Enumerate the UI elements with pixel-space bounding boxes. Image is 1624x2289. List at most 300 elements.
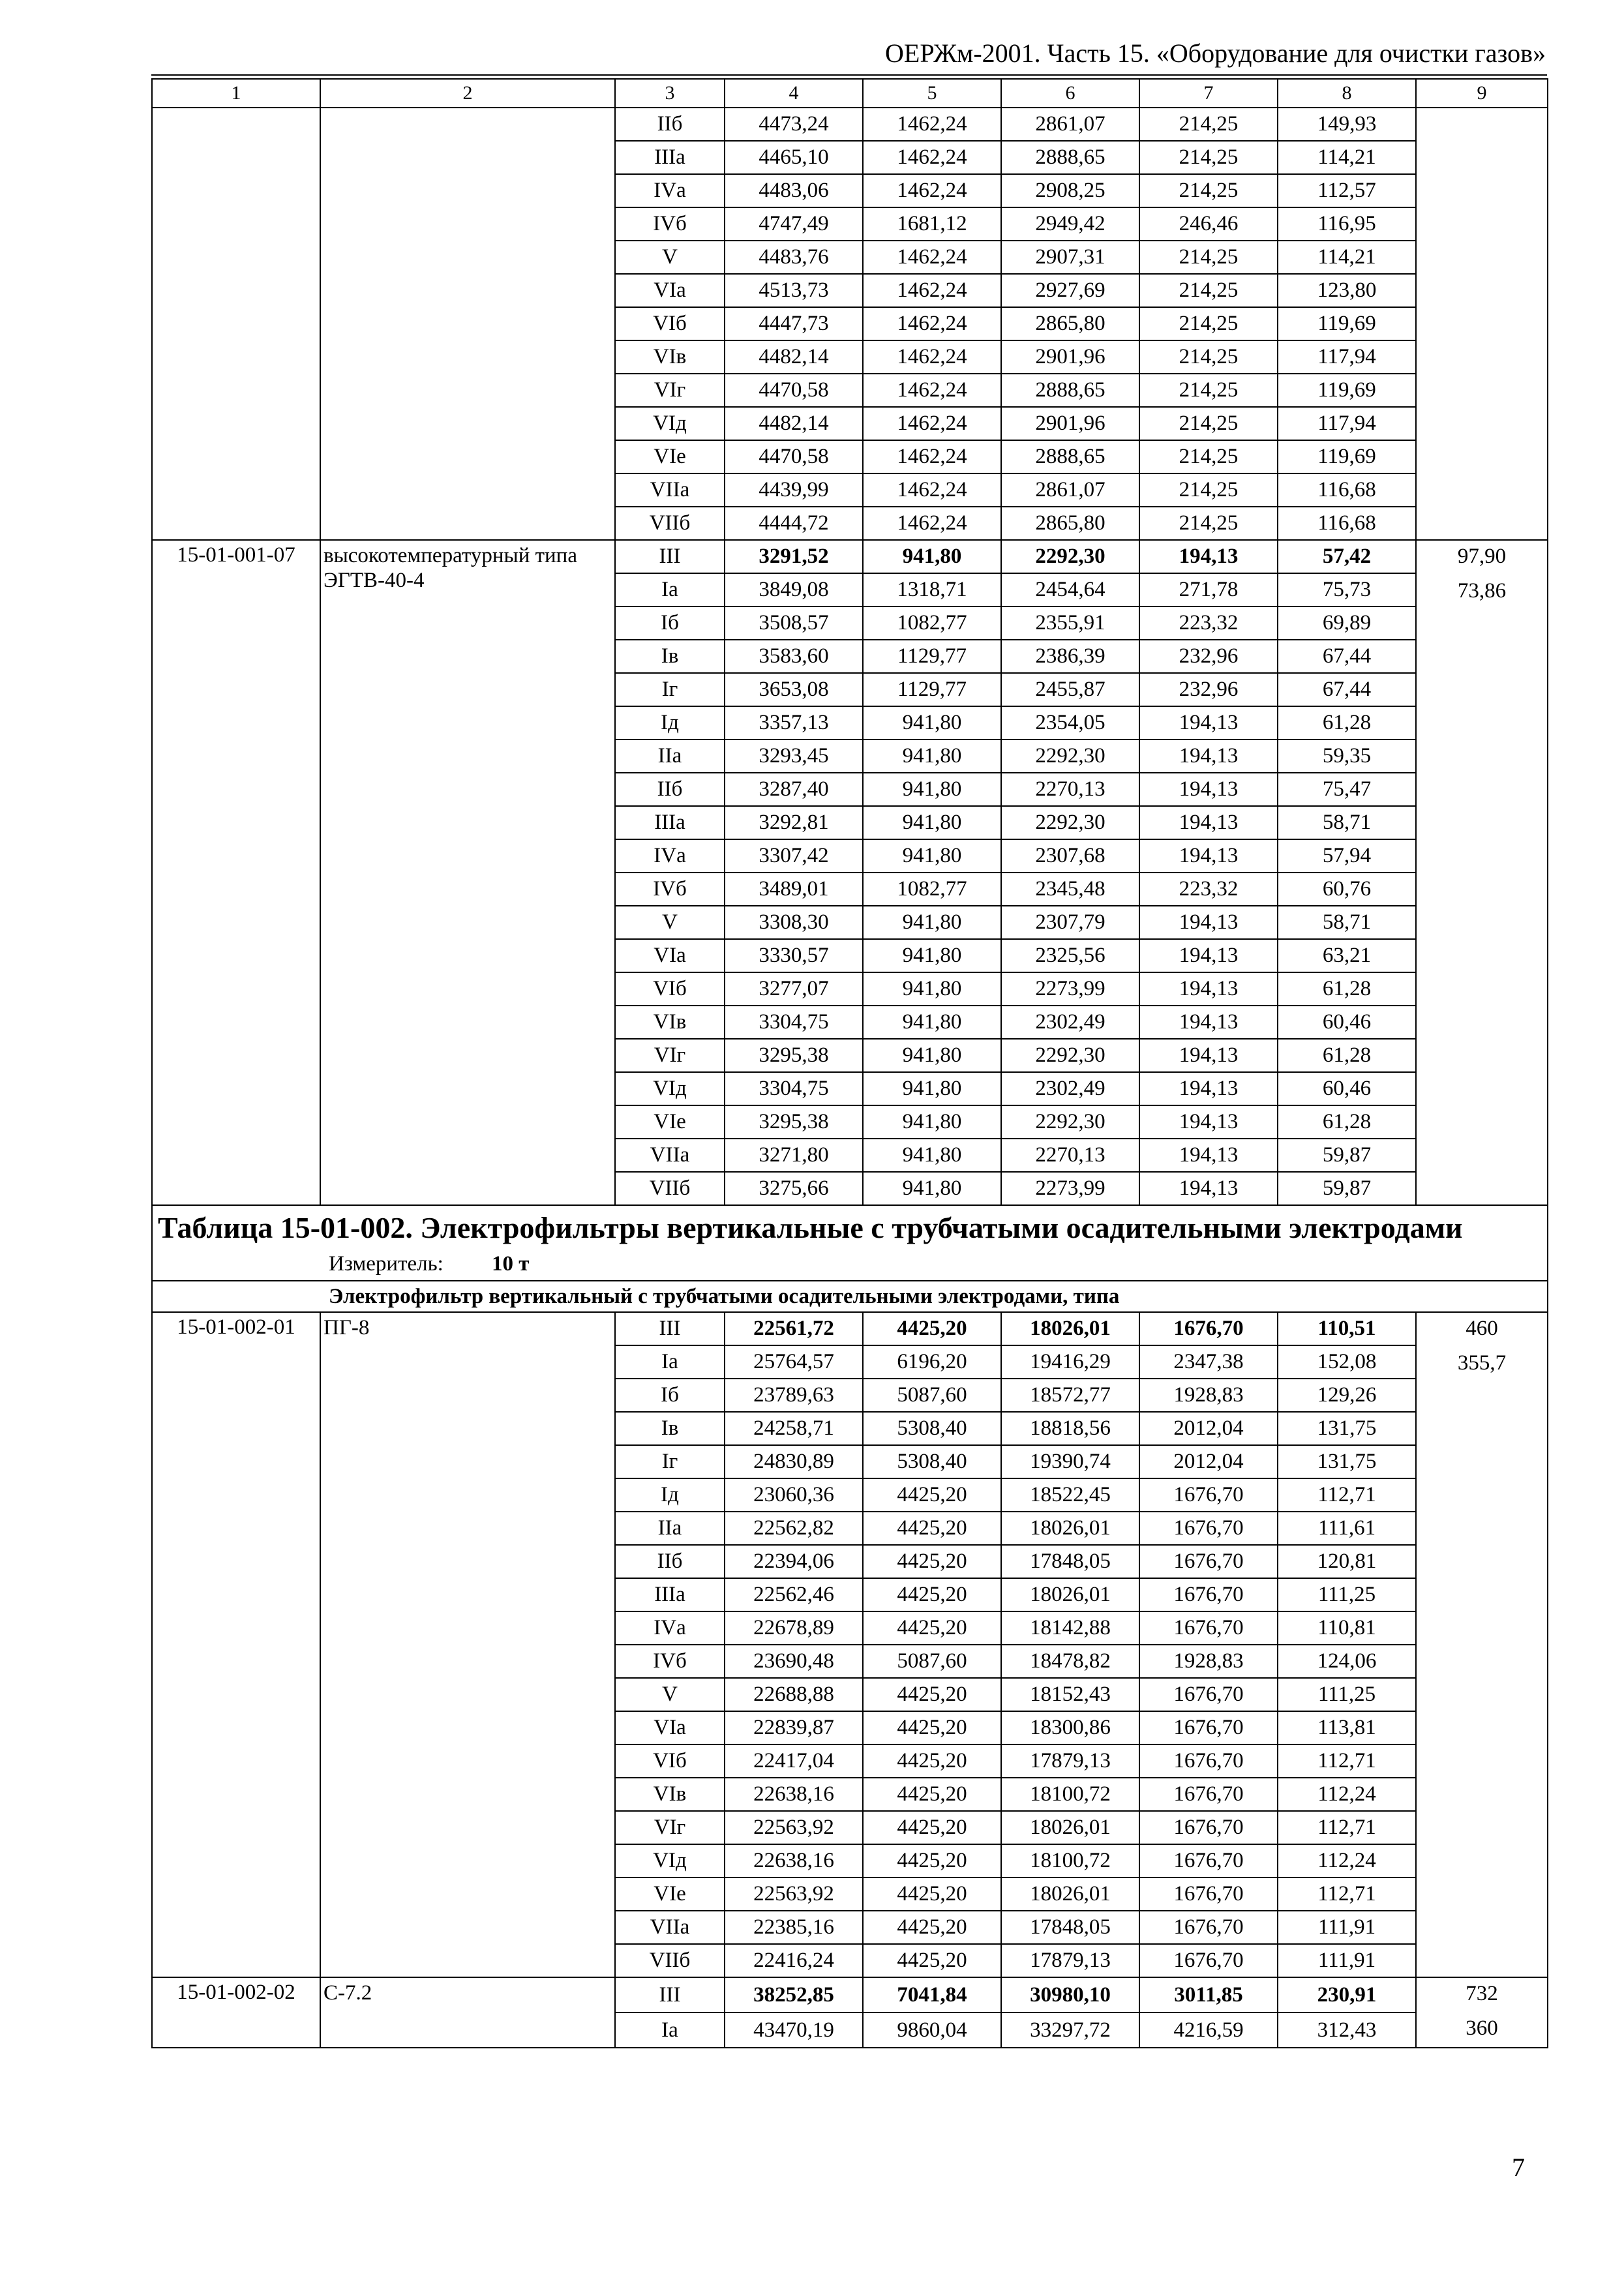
value-cell: 24830,89 [725, 1445, 863, 1478]
value-cell: 38252,85 [725, 1977, 863, 2012]
value-cell: 4425,20 [863, 1512, 1001, 1545]
value-cell: 230,91 [1278, 1977, 1416, 2012]
value-cell: 6196,20 [863, 1345, 1001, 1379]
table-title-cell [152, 1205, 1548, 1281]
zone-cell: VIе [615, 1105, 725, 1139]
value-cell: 17848,05 [1001, 1545, 1139, 1578]
value-cell: 17848,05 [1001, 1911, 1139, 1944]
value-cell: 5087,60 [863, 1379, 1001, 1412]
value-cell: 2292,30 [1001, 740, 1139, 773]
value-cell: 2865,80 [1001, 507, 1139, 540]
value-cell: 5308,40 [863, 1445, 1001, 1478]
running-header: ОЕРЖм-2001. Часть 15. «Оборудование для очистки газов» [885, 38, 1546, 68]
zone-cell: IIб [615, 108, 725, 141]
value-cell: 58,71 [1278, 906, 1416, 939]
value-cell: 67,44 [1278, 640, 1416, 673]
zone-cell: IVб [615, 873, 725, 906]
value-cell: 1462,24 [863, 507, 1001, 540]
zone-cell: VIд [615, 407, 725, 440]
value-cell: 2012,04 [1139, 1445, 1278, 1478]
value-cell: 3292,81 [725, 806, 863, 839]
zone-cell: III [615, 1977, 725, 2012]
meter-line [158, 1250, 1542, 1278]
value-cell: 18572,77 [1001, 1379, 1139, 1412]
value-cell: 111,25 [1278, 1578, 1416, 1611]
zone-cell: IVа [615, 174, 725, 207]
value-cell: 2927,69 [1001, 274, 1139, 307]
zone-cell: V [615, 241, 725, 274]
value-cell: 3357,13 [725, 706, 863, 740]
value-cell: 1676,70 [1139, 1312, 1278, 1345]
value-cell: 2888,65 [1001, 141, 1139, 174]
value-cell: 116,68 [1278, 507, 1416, 540]
value-cell: 2888,65 [1001, 440, 1139, 473]
value-cell: 2273,99 [1001, 972, 1139, 1006]
value-cell: 3295,38 [725, 1039, 863, 1072]
zone-cell: IVа [615, 1611, 725, 1645]
value-cell: 22562,46 [725, 1578, 863, 1611]
value-cell: 4425,20 [863, 1711, 1001, 1744]
value-cell: 223,32 [1139, 873, 1278, 906]
value-cell: 4482,14 [725, 340, 863, 374]
value-cell: 119,69 [1278, 440, 1416, 473]
zone-cell: Iд [615, 1478, 725, 1512]
value-cell: 1676,70 [1139, 1711, 1278, 1744]
zone-cell: VIIб [615, 1944, 725, 1977]
value-cell: 1676,70 [1139, 1744, 1278, 1778]
value-cell: 4425,20 [863, 1778, 1001, 1811]
value-cell: 18026,01 [1001, 1811, 1139, 1844]
value-cell: 25764,57 [725, 1345, 863, 1379]
value-cell: 941,80 [863, 540, 1001, 573]
zone-cell: VIв [615, 1778, 725, 1811]
item-code: 15-01-002-02 [152, 1977, 320, 2048]
value-cell: 214,25 [1139, 507, 1278, 540]
value-cell: 18152,43 [1001, 1678, 1139, 1711]
value-cell: 3489,01 [725, 873, 863, 906]
value-cell: 114,21 [1278, 141, 1416, 174]
value-cell: 5087,60 [863, 1645, 1001, 1678]
value-cell: 17879,13 [1001, 1944, 1139, 1977]
value-cell: 4483,76 [725, 241, 863, 274]
value-cell: 111,61 [1278, 1512, 1416, 1545]
value-cell: 194,13 [1139, 972, 1278, 1006]
value-cell: 2901,96 [1001, 340, 1139, 374]
value-cell: 2455,87 [1001, 673, 1139, 706]
value-cell: 1462,24 [863, 141, 1001, 174]
value-cell: 17879,13 [1001, 1744, 1139, 1778]
value-cell: 131,75 [1278, 1445, 1416, 1478]
zone-cell: Iв [615, 1412, 725, 1445]
column-number-row [152, 79, 1548, 108]
value-cell: 22563,92 [725, 1811, 863, 1844]
value-cell: 4425,20 [863, 1744, 1001, 1778]
value-cell: 18100,72 [1001, 1844, 1139, 1878]
value-cell: 22394,06 [725, 1545, 863, 1578]
value-cell: 75,47 [1278, 773, 1416, 806]
table-title-row [152, 1205, 1548, 1281]
col9-value: 360 [1466, 2016, 1498, 2040]
zone-cell: VIв [615, 1006, 725, 1039]
value-cell: 941,80 [863, 972, 1001, 1006]
zone-cell: VIа [615, 1711, 725, 1744]
value-cell: 941,80 [863, 939, 1001, 972]
value-cell: 3271,80 [725, 1139, 863, 1172]
value-cell: 33297,72 [1001, 2012, 1139, 2048]
value-cell: 2386,39 [1001, 640, 1139, 673]
value-cell: 114,21 [1278, 241, 1416, 274]
value-cell: 22563,92 [725, 1878, 863, 1911]
subheading: Электрофильтр вертикальный с трубчатыми осадительными электродами, типа [152, 1281, 1548, 1312]
value-cell: 59,87 [1278, 1172, 1416, 1205]
value-cell: 3583,60 [725, 640, 863, 673]
value-cell: 2302,49 [1001, 1006, 1139, 1039]
value-cell: 22561,72 [725, 1312, 863, 1345]
value-cell: 111,25 [1278, 1678, 1416, 1711]
value-cell: 2270,13 [1001, 1139, 1139, 1172]
value-cell: 2292,30 [1001, 540, 1139, 573]
table-row [152, 108, 1548, 141]
value-cell: 3287,40 [725, 773, 863, 806]
value-cell: 214,25 [1139, 440, 1278, 473]
zone-cell: Iб [615, 606, 725, 640]
value-cell: 312,43 [1278, 2012, 1416, 2048]
value-cell: 214,25 [1139, 274, 1278, 307]
zone-cell: VIб [615, 1744, 725, 1778]
value-cell: 75,73 [1278, 573, 1416, 606]
value-cell: 2345,48 [1001, 873, 1139, 906]
value-cell: 4425,20 [863, 1611, 1001, 1645]
column-number: 4 [725, 79, 863, 108]
value-cell: 117,94 [1278, 407, 1416, 440]
value-cell: 18026,01 [1001, 1578, 1139, 1611]
value-cell: 119,69 [1278, 374, 1416, 407]
value-cell: 941,80 [863, 1139, 1001, 1172]
value-cell: 4216,59 [1139, 2012, 1278, 2048]
value-cell: 22416,24 [725, 1944, 863, 1977]
zone-cell: VIб [615, 972, 725, 1006]
value-cell: 24258,71 [725, 1412, 863, 1445]
value-cell: 2012,04 [1139, 1412, 1278, 1445]
table-title: Таблица 15-01-002. Электрофильтры вертикальные с трубчатыми осадительными электродами [158, 1211, 1463, 1244]
value-cell: 4425,20 [863, 1911, 1001, 1944]
value-cell: 1681,12 [863, 207, 1001, 241]
value-cell: 2292,30 [1001, 1039, 1139, 1072]
value-cell: 941,80 [863, 1072, 1001, 1105]
value-cell: 4465,10 [725, 141, 863, 174]
table-row [152, 1977, 1548, 2012]
value-cell: 116,95 [1278, 207, 1416, 241]
value-cell: 941,80 [863, 839, 1001, 873]
value-cell: 61,28 [1278, 1039, 1416, 1072]
value-cell: 2307,79 [1001, 906, 1139, 939]
zone-cell: IVб [615, 207, 725, 241]
value-cell: 59,87 [1278, 1139, 1416, 1172]
col9-values [1416, 1312, 1548, 1977]
value-cell: 22562,82 [725, 1512, 863, 1545]
value-cell: 4425,20 [863, 1878, 1001, 1911]
value-cell: 22678,89 [725, 1611, 863, 1645]
value-cell: 4439,99 [725, 473, 863, 507]
value-cell: 3011,85 [1139, 1977, 1278, 2012]
value-cell: 19390,74 [1001, 1445, 1139, 1478]
value-cell: 2347,38 [1139, 1345, 1278, 1379]
col9-value: 73,86 [1457, 579, 1507, 603]
value-cell: 18300,86 [1001, 1711, 1139, 1744]
value-cell: 941,80 [863, 806, 1001, 839]
value-cell: 7041,84 [863, 1977, 1001, 2012]
column-number: 5 [863, 79, 1001, 108]
value-cell: 4425,20 [863, 1811, 1001, 1844]
value-cell: 194,13 [1139, 773, 1278, 806]
value-cell: 4473,24 [725, 108, 863, 141]
value-cell: 2454,64 [1001, 573, 1139, 606]
value-cell: 3293,45 [725, 740, 863, 773]
value-cell: 18818,56 [1001, 1412, 1139, 1445]
value-cell: 60,76 [1278, 873, 1416, 906]
zone-cell: VIа [615, 274, 725, 307]
value-cell: 2292,30 [1001, 806, 1139, 839]
value-cell: 18142,88 [1001, 1611, 1139, 1645]
zone-cell: Iб [615, 1379, 725, 1412]
value-cell: 1129,77 [863, 673, 1001, 706]
col9-value: 97,90 [1457, 545, 1507, 568]
value-cell: 1462,24 [863, 440, 1001, 473]
value-cell: 67,44 [1278, 673, 1416, 706]
value-cell: 941,80 [863, 1105, 1001, 1139]
value-cell: 941,80 [863, 906, 1001, 939]
value-cell: 3330,57 [725, 939, 863, 972]
value-cell: 2302,49 [1001, 1072, 1139, 1105]
value-cell: 2949,42 [1001, 207, 1139, 241]
value-cell: 214,25 [1139, 473, 1278, 507]
value-cell: 4425,20 [863, 1578, 1001, 1611]
value-cell: 941,80 [863, 1039, 1001, 1072]
zone-cell: IIа [615, 740, 725, 773]
value-cell: 57,42 [1278, 540, 1416, 573]
value-cell: 1462,24 [863, 473, 1001, 507]
col9-values [1416, 1977, 1548, 2048]
value-cell: 123,80 [1278, 274, 1416, 307]
value-cell: 61,28 [1278, 1105, 1416, 1139]
column-number: 7 [1139, 79, 1278, 108]
value-cell: 19416,29 [1001, 1345, 1139, 1379]
value-cell: 131,75 [1278, 1412, 1416, 1445]
value-cell: 63,21 [1278, 939, 1416, 972]
value-cell: 1676,70 [1139, 1911, 1278, 1944]
value-cell: 22638,16 [725, 1844, 863, 1878]
value-cell: 194,13 [1139, 1105, 1278, 1139]
table-row [152, 1312, 1548, 1345]
value-cell: 1676,70 [1139, 1678, 1278, 1711]
item-code: 15-01-002-01 [152, 1312, 320, 1977]
value-cell: 4425,20 [863, 1844, 1001, 1878]
value-cell: 1676,70 [1139, 1545, 1278, 1578]
value-cell: 4447,73 [725, 307, 863, 340]
zone-cell: VIе [615, 440, 725, 473]
value-cell: 2865,80 [1001, 307, 1139, 340]
value-cell: 4470,58 [725, 440, 863, 473]
value-cell: 1928,83 [1139, 1645, 1278, 1678]
value-cell: 194,13 [1139, 939, 1278, 972]
value-cell: 1462,24 [863, 407, 1001, 440]
value-cell: 1462,24 [863, 108, 1001, 141]
value-cell: 120,81 [1278, 1545, 1416, 1578]
zone-cell: VIIа [615, 473, 725, 507]
column-number: 9 [1416, 79, 1548, 108]
value-cell: 194,13 [1139, 740, 1278, 773]
value-cell: 110,51 [1278, 1312, 1416, 1345]
value-cell: 18026,01 [1001, 1878, 1139, 1911]
zone-cell: IIIа [615, 141, 725, 174]
value-cell: 149,93 [1278, 108, 1416, 141]
value-cell: 4470,58 [725, 374, 863, 407]
value-cell: 1676,70 [1139, 1778, 1278, 1811]
col9-values [1416, 108, 1548, 540]
zone-cell: VIIб [615, 507, 725, 540]
value-cell: 60,46 [1278, 1072, 1416, 1105]
value-cell: 43470,19 [725, 2012, 863, 2048]
value-cell: 2861,07 [1001, 108, 1139, 141]
value-cell: 3295,38 [725, 1105, 863, 1139]
value-cell: 214,25 [1139, 141, 1278, 174]
zone-cell: Iа [615, 1345, 725, 1379]
value-cell: 1082,77 [863, 873, 1001, 906]
value-cell: 112,71 [1278, 1878, 1416, 1911]
value-cell: 232,96 [1139, 640, 1278, 673]
value-cell: 58,71 [1278, 806, 1416, 839]
value-cell: 18522,45 [1001, 1478, 1139, 1512]
value-cell: 23060,36 [725, 1478, 863, 1512]
value-cell: 232,96 [1139, 673, 1278, 706]
zone-cell: Iа [615, 573, 725, 606]
value-cell: 4425,20 [863, 1545, 1001, 1578]
value-cell: 214,25 [1139, 340, 1278, 374]
value-cell: 4483,06 [725, 174, 863, 207]
zone-cell: Iв [615, 640, 725, 673]
value-cell: 4425,20 [863, 1478, 1001, 1512]
value-cell: 1462,24 [863, 241, 1001, 274]
value-cell: 152,08 [1278, 1345, 1416, 1379]
value-cell: 1676,70 [1139, 1578, 1278, 1611]
value-cell: 214,25 [1139, 174, 1278, 207]
item-code [152, 108, 320, 540]
zone-cell: VIIа [615, 1139, 725, 1172]
value-cell: 1676,70 [1139, 1811, 1278, 1844]
value-cell: 4444,72 [725, 507, 863, 540]
value-cell: 22839,87 [725, 1711, 863, 1744]
value-cell: 129,26 [1278, 1379, 1416, 1412]
value-cell: 57,94 [1278, 839, 1416, 873]
zone-cell: IIа [615, 1512, 725, 1545]
zone-cell: VIв [615, 340, 725, 374]
value-cell: 271,78 [1139, 573, 1278, 606]
value-cell: 4482,14 [725, 407, 863, 440]
value-cell: 23690,48 [725, 1645, 863, 1678]
value-cell: 2355,91 [1001, 606, 1139, 640]
value-cell: 941,80 [863, 706, 1001, 740]
item-code: 15-01-001-07 [152, 540, 320, 1205]
value-cell: 30980,10 [1001, 1977, 1139, 2012]
zone-cell: IIб [615, 773, 725, 806]
value-cell: 22417,04 [725, 1744, 863, 1778]
value-cell: 23789,63 [725, 1379, 863, 1412]
value-cell: 1676,70 [1139, 1878, 1278, 1911]
zone-cell: V [615, 1678, 725, 1711]
value-cell: 194,13 [1139, 540, 1278, 573]
value-cell: 1676,70 [1139, 1512, 1278, 1545]
table-row [152, 540, 1548, 573]
value-cell: 214,25 [1139, 307, 1278, 340]
value-cell: 194,13 [1139, 1039, 1278, 1072]
zone-cell: Iд [615, 706, 725, 740]
value-cell: 194,13 [1139, 806, 1278, 839]
item-name: С-7.2 [320, 1977, 615, 2048]
item-name: ПГ-8 [320, 1312, 615, 1977]
zone-cell: III [615, 1312, 725, 1345]
value-cell: 214,25 [1139, 374, 1278, 407]
value-cell: 2325,56 [1001, 939, 1139, 972]
value-cell: 941,80 [863, 1006, 1001, 1039]
zone-cell: VIе [615, 1878, 725, 1911]
value-cell: 4425,20 [863, 1944, 1001, 1977]
value-cell: 2270,13 [1001, 773, 1139, 806]
value-cell: 111,91 [1278, 1944, 1416, 1977]
value-cell: 116,68 [1278, 473, 1416, 507]
col9-value: 460 [1466, 1317, 1498, 1340]
column-number: 6 [1001, 79, 1139, 108]
zone-cell: IIб [615, 1545, 725, 1578]
value-cell: 3304,75 [725, 1072, 863, 1105]
value-cell: 1462,24 [863, 340, 1001, 374]
value-cell: 1676,70 [1139, 1844, 1278, 1878]
value-cell: 61,28 [1278, 706, 1416, 740]
item-name: высокотемпературный типа ЭГТВ-40-4 [320, 540, 615, 1205]
value-cell: 1676,70 [1139, 1611, 1278, 1645]
value-cell: 194,13 [1139, 1072, 1278, 1105]
value-cell: 69,89 [1278, 606, 1416, 640]
value-cell: 61,28 [1278, 972, 1416, 1006]
value-cell: 2908,25 [1001, 174, 1139, 207]
value-cell: 1462,24 [863, 174, 1001, 207]
meter-value: 10 т [492, 1252, 530, 1276]
column-number: 2 [320, 79, 615, 108]
value-cell: 59,35 [1278, 740, 1416, 773]
value-cell: 214,25 [1139, 108, 1278, 141]
value-cell: 3291,52 [725, 540, 863, 573]
value-cell: 246,46 [1139, 207, 1278, 241]
value-cell: 1318,71 [863, 573, 1001, 606]
value-cell: 113,81 [1278, 1711, 1416, 1744]
value-cell: 194,13 [1139, 906, 1278, 939]
item-name [320, 108, 615, 540]
value-cell: 4425,20 [863, 1312, 1001, 1345]
value-cell: 1676,70 [1139, 1944, 1278, 1977]
zone-cell: Iг [615, 1445, 725, 1478]
value-cell: 112,24 [1278, 1778, 1416, 1811]
value-cell: 22638,16 [725, 1778, 863, 1811]
value-cell: 3275,66 [725, 1172, 863, 1205]
col9-value: 355,7 [1457, 1351, 1507, 1375]
value-cell: 1462,24 [863, 274, 1001, 307]
value-cell: 1129,77 [863, 640, 1001, 673]
subheading-row [152, 1281, 1548, 1312]
value-cell: 1462,24 [863, 374, 1001, 407]
column-number: 3 [615, 79, 725, 108]
value-cell: 194,13 [1139, 839, 1278, 873]
column-number: 8 [1278, 79, 1416, 108]
zone-cell: Iг [615, 673, 725, 706]
